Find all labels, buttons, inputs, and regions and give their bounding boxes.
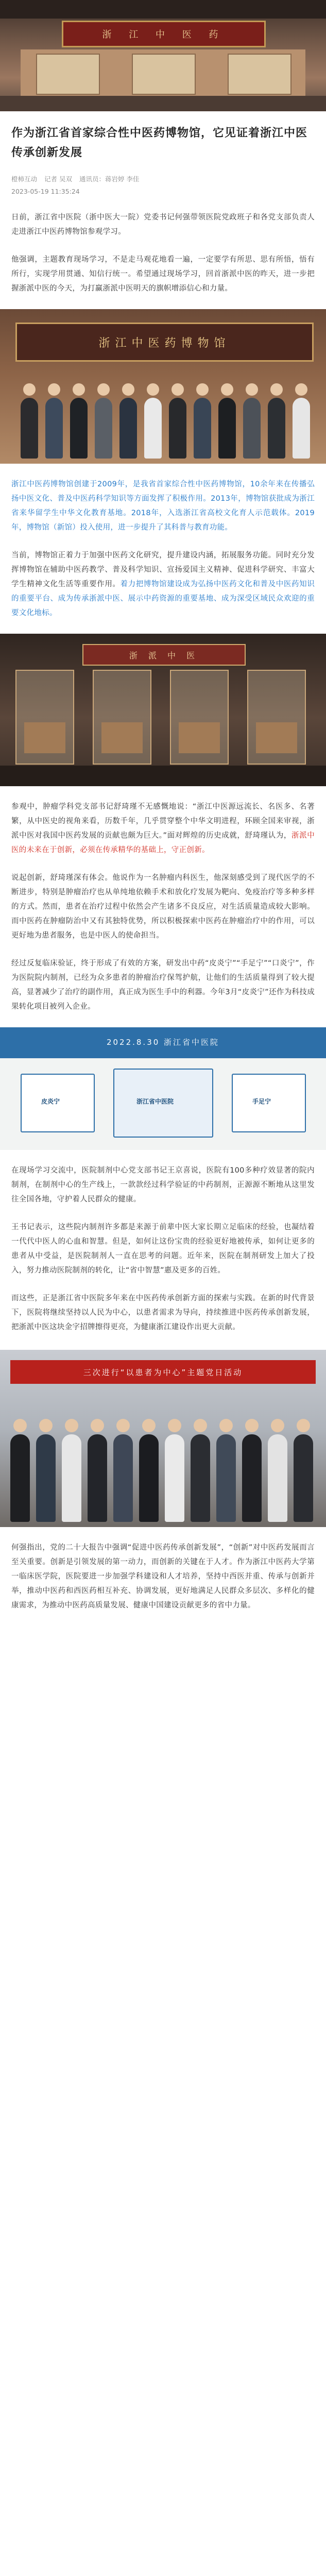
reporter: 记者 吴双 [44,175,72,183]
paragraph: 他强调，主题教育现场学习，不是走马观花地看一遍，一定要学有所思、思有所悟，悟有所行，实现学用贯通、知信行统一。希望通过现场学习，回首浙派中医的昨天，进一步把握浙派中医的今天，为打赢浙派中医明天的旗帜增添信心和力量。 [11,256,315,293]
publish-date: 2023-05-19 11:35:24 [11,188,80,195]
product-label: 手足宁 [252,1098,271,1105]
floor [0,766,326,786]
person-head [221,383,233,396]
person-head [116,1419,130,1432]
person-figure [10,1434,30,1522]
person-head [168,1419,181,1432]
person-figure [294,1434,313,1522]
hero-photo [0,0,326,111]
exhibit-panel [228,54,291,95]
exhibit-banner-text: 浙 江 中 医 药 [102,29,226,40]
people-photo [0,1350,326,1527]
person-figure [21,398,38,459]
article-headline: 作为浙江省首家综合性中医药博物馆，它见证着浙江中医传承创新发展 [11,127,308,159]
event-sign-text: 三次进行“以患者为中心”主题党日活动 [83,1368,243,1377]
person-head [13,1419,27,1432]
person-head [73,383,85,396]
product-banner-text: 2022.8.30 浙江省中医院 [106,1038,220,1047]
person-head [48,383,60,396]
event-sign [10,1360,316,1384]
correspondent: 通讯员：蒋岩婷 李佳 [79,175,140,183]
person-figure [243,398,261,459]
person-figure [113,1434,133,1522]
person-head [142,1419,156,1432]
person-figure [144,398,162,459]
person-figure [169,398,186,459]
person-figure [70,398,88,459]
person-head [271,1419,284,1432]
person-head [147,383,159,396]
exhibit-sign-text: 浙 派 中 医 [129,651,199,660]
product-label: 皮炎宁 [41,1098,60,1105]
person-figure [62,1434,81,1522]
person-head [270,383,283,396]
display-case [15,670,74,765]
person-figure [218,398,236,459]
museum-sign-text: 浙江中医药博物馆 [98,337,231,350]
paragraph: 而这些，正是浙江省中医院多年来在中医药传承创新方面的探索与实践。在新的时代背景下，医院将继续坚持以人民为中心，以患者需求为导向，持续推进中医药传承创新发展，把浙派中医这块金字招牌擦得更亮，为健康浙江建设作出更大贡献。 [11,1294,315,1331]
exhibit-panel [132,54,196,95]
person-head [196,383,209,396]
person-figure [191,1434,210,1522]
person-figure [119,398,137,459]
display-case [247,670,306,765]
paragraph: 何强指出，党的二十大报告中强调“促进中医药传承创新发展”，“创新”对中医药发展而言至关重要。创新是引领发展的第一动力，而创新的关键在于人才。作为浙江中医药大学第一临床医学院，医院要进一步加强学科建设和人才培养，坚持中西医并重、传承与创新并举，推动中医药和西医药相互补充、协调发展，更好地满足人民群众多层次、多样化的健康需求，为推动中医药高质量发展、健康中国建设贡献更多的省中力量。 [11,1544,315,1609]
highlighted-paragraph: 浙江中医药博物馆创建于2009年，是我省首家综合性中医药博物馆，10余年来在传播弘扬中医文化、普及中医药科学知识等方面发挥了积极作用。2013年，博物馆获批成为浙江省来华留学生中华文化教育基地。2018年，入选浙江省高校文化育人示范载体。2019年，博物馆（新馆）投入使用，进一步提升了其科普与教育功能。 [11,480,315,532]
product-banner [0,1027,326,1058]
group-photo [0,309,326,464]
article-meta [11,174,315,197]
person-figure [293,398,310,459]
paragraph: 经过反复临床验证，终于形成了有效的方案，研发出中药“皮炎宁”“手足宁”“口炎宁”，作为医院院内制剂，已经为众多患者的肿瘤治疗保驾护航，让他们的生活质量得到了较大提高，显著减少了治疗的副作用，真正成为医生手中的利器。今年3月“皮炎宁”还作为科技成果转化项目被列入企业。 [11,959,315,1011]
person-figure [36,1434,56,1522]
product-label: 浙江省中医院 [136,1098,174,1105]
paragraph [11,800,315,857]
paragraph: 王书记表示，这些院内制剂许多都是来源于前辈中医大家长期立足临床的经验，也凝结着一代代中医人的心血和智慧。但是，如何让这份宝贵的经验更好地被传承，如何让更多的患者从中受益，是医院制剂人一直在思考的问题。近年来，医院在制剂研发上加大了投入，努力推动医院制剂的转化，让“省中智慧”惠及更多的百姓。 [11,1223,315,1275]
person-figure [95,398,112,459]
highlighted-text: 着力把博物馆建设成为弘扬中医药文化和普及中医药知识的重要平台、成为传承浙派中医、展示中药资源的重要基地、成为深受区域民众欢迎的重要文化地标。 [11,580,315,617]
group-people [10,386,316,459]
person-head [23,383,36,396]
exhibit-banner [62,21,266,47]
person-head [97,383,110,396]
person-head [297,1419,310,1432]
paragraph-text: 参观中，肿瘤学科党支部书记舒琦瑾不无感慨地说：“浙江中医源远流长、名医多、名著繁，从中医史的视角来看，历数千年，几乎贯穿整个中华文明进程，环顾全国来审视，浙派中医对我国中医药发展的贡献也颇为巨大。”面对辉煌的历史成就，舒琦瑾认为， [11,803,315,840]
person-head [246,383,258,396]
exhibit-sign [82,644,246,666]
museum-sign [15,323,314,362]
person-head [122,383,134,396]
person-figure [88,1434,107,1522]
exhibit-panel [36,54,100,95]
end-spacer [0,1613,326,1618]
paragraph: 在现场学习交流中，医院制剂中心党支部书记王京喜说，医院有100多种疗效显著的院内制剂，在制剂中心的生产线上，一款款经过科学验证的中药制剂，正源源不断地从这里发往全国各地，守护着人民群众的健康。 [11,1166,315,1204]
person-figure [242,1434,262,1522]
person-figure [216,1434,236,1522]
paragraph [11,548,315,620]
person-figure [139,1434,159,1522]
person-head [194,1419,207,1432]
person-figure [194,398,211,459]
display-case [170,670,229,765]
person-head [91,1419,104,1432]
person-head [171,383,184,396]
person-figure [165,1434,184,1522]
ceiling [0,0,326,19]
person-head [39,1419,53,1432]
person-head [219,1419,233,1432]
person-head [295,383,307,396]
people-row [5,1403,321,1522]
person-head [65,1419,78,1432]
paragraph-text: 当前，博物馆正着力于加强中医药文化研究，提升建设内涵，拓展服务功能。同时充分发挥博物馆在辅助中医药教学、普及科学知识、宣扬爱国主义精神、促进科学研究、丰富大学生精神文化生活等重要作用。 [11,551,315,588]
source-link[interactable]: 橙柿互动 [11,175,38,183]
emphasis-text: 浙派中医的未来在于创新，必须在传承精华的基础上，守正创新。 [11,832,315,854]
paragraph: 说起创新，舒琦瑾深有体会。他说作为一名肿瘤内科医生，他深刻感受到了现代医学的不断进步，特别是肿瘤治疗也从单纯地依赖手术和放化疗发展为靶向、免疫治疗等多种多样的方式。然而，患者在治疗过程中依然会产生诸多不良反应，对生活质量造成较大影响。而中医药在肿瘤防治中又有其独特优势，所以积极探索中医药在肿瘤治疗中的作用，可以更好地为患者服务，也是中医人的使命担当。 [11,874,315,940]
display-case [93,670,151,765]
person-head [245,1419,259,1432]
museum-photo [0,634,326,786]
person-figure [45,398,63,459]
person-figure [268,398,285,459]
product-photo [0,1027,326,1150]
floor [0,96,326,111]
person-figure [268,1434,287,1522]
paragraph: 日前，浙江省中医院（浙中医大一院）党委书记何强带领医院党政班子和各党支部负责人走进浙江中医药博物馆参观学习。 [11,213,315,236]
